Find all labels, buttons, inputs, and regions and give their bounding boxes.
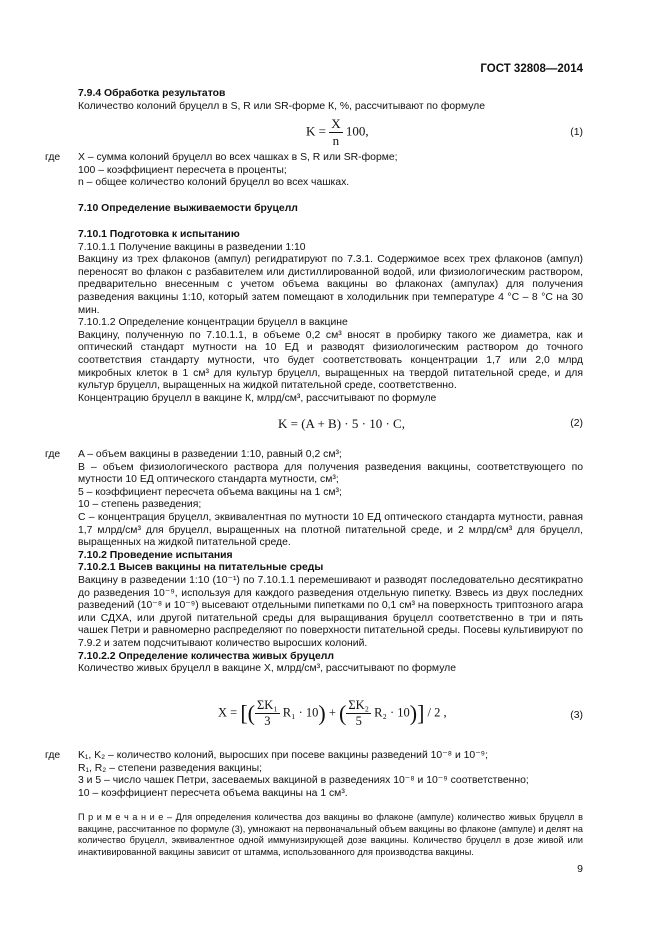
formula-1-rest: 100, — [345, 123, 369, 139]
formula-3-num-2: ΣK₂ — [348, 698, 370, 712]
formula-3-den-2: 5 — [355, 714, 362, 728]
section-710-title: 7.10 Определение выживаемости бруцелл — [78, 203, 298, 214]
definition-item: 5 – коэффициент пересчета объема вакцины на 1 см³; — [78, 486, 342, 498]
formula-1-fraction — [329, 116, 342, 149]
formula-3-den-1: 3 — [264, 714, 271, 728]
formula-3-term-2: R₂ · 10 — [374, 705, 410, 720]
formula-1-number: (1) — [570, 127, 583, 138]
section-71012-title: 7.10.1.2 Определение концентрации бруцелл в вакцине — [78, 317, 348, 329]
definition-item: 3 и 5 – число чашек Петри, засеваемых вакциной в разведениях 10⁻⁸ и 10⁻⁹ соответственно; — [78, 775, 529, 787]
section-794 — [78, 88, 583, 113]
formula-3-fraction-2 — [346, 698, 371, 729]
formula-2-expression: K = (A + B) · 5 · 10 · C — [278, 416, 402, 431]
formula-1-row — [78, 114, 583, 154]
definition-item: 10 – коэффициент пересчета объема вакцины на 1 см³. — [78, 787, 348, 799]
formula-2 — [278, 416, 405, 432]
formula-2-row — [78, 414, 583, 438]
note: П р и м е ч а н и е – Для определения количества доз вакцины во флаконе (ампуле) количество живых бруцелл в вакцине, рассчитанное по формуле (3), умножают на первоначальный объем вакцины во флаконе (ампуле) и делят на количество бруцелл, эквивалентное одной иммунизирующей дозе вакцины. Количество бруцелл в дозе живой или инактивированной вакцины зависит от штамма, использованного для производства вакцины. — [78, 812, 583, 857]
section-71022-title: 7.10.2.2 Определение количества живых бруцелл — [78, 650, 334, 662]
formula-1-lhs: K = — [306, 123, 326, 139]
definition-item: X – сумма колоний бруцелл во всех чашках в S, R или SR-форме; — [78, 152, 398, 163]
formula-1-denominator: n — [332, 133, 340, 148]
section-794-intro: Количество колоний бруцелл в S, R или SR-форме К, %, рассчитывают по формуле — [78, 100, 486, 112]
formula-2-comma: , — [401, 416, 405, 431]
where-label-3: где — [45, 750, 61, 761]
definition-item: R₁, R₂ – степени разведения вакцины; — [78, 762, 262, 774]
section-7101 — [78, 229, 583, 405]
section-71011-title: 7.10.1.1 Получение вакцины в разведении 1:10 — [78, 241, 306, 253]
formula-1-numerator: X — [331, 116, 341, 131]
definition-item: C – концентрация бруцелл, эквивалентная по мутности 10 ЕД оптического стандарта мутности, равная 1,7 млрд/см³ для бруцелл, выращенных на плотной питательной среде, и 2 млрд/см³ для бруцелл, выращенных на жидкой питательной среде. — [78, 511, 583, 549]
page-number: 9 — [577, 863, 583, 875]
definitions-3 — [78, 750, 583, 800]
section-710-title-block — [78, 203, 583, 216]
formula-3-row — [78, 694, 583, 740]
where-label-2: где — [45, 449, 61, 460]
section-71022-intro: Количество живых бруцелл в вакцине X, млрд/см³, рассчитывают по формуле — [78, 663, 457, 675]
concentration-intro: Концентрацию бруцелл в вакцине К, млрд/см³, рассчитывают по формуле — [78, 392, 437, 404]
definitions-1 — [78, 152, 583, 190]
definition-item: K₁, K₂ – количество колоний, выросших при посеве вакцины разведений 10⁻⁸ и 10⁻⁹; — [78, 750, 489, 761]
definition-item: B – объем физиологического раствора для получения разведения вакцины, соответствующего по мутности 10 ЕД оптического стандарта мутности, см³; — [78, 461, 583, 486]
formula-3-lhs: X = — [218, 705, 238, 720]
formula-1 — [306, 116, 369, 149]
formula-3-num-1: ΣK₁ — [256, 698, 278, 712]
definition-item: n – общее количество колоний бруцелл во всех чашках. — [78, 177, 350, 189]
section-794-title: 7.9.4 Обработка результатов — [78, 88, 226, 99]
formula-2-number: (2) — [570, 418, 583, 429]
section-71012-text: Вакцину, полученную по 7.10.1.1, в объеме 0,2 см³ вносят в пробирку такого же диаметра, как и оптический стандарт мутности на 10 ЕД и разводят физиологическим раствором до точного соответствия стандарту мутности, что будет соответствовать концентрации 1,7 или 2,0 млрд микробных клеток в 1 см³ для культур бруцелл, выращенных на твердой питательной среде, и для культур бруцелл, выращенных на жидкой питательной среде, соответственно. — [78, 329, 583, 392]
definition-item: 10 – степень разведения; — [78, 499, 202, 511]
formula-3-number: (3) — [570, 710, 583, 721]
formula-3-term-1: R₁ · 10 — [282, 705, 319, 720]
formula-3-fraction-1 — [255, 698, 280, 729]
section-7101-title: 7.10.1 Подготовка к испытанию — [78, 229, 240, 240]
definition-item: A – объем вакцины в разведении 1:10, равный 0,2 см³; — [78, 449, 342, 460]
definition-item: 100 – коэффициент пересчета в проценты; — [78, 164, 287, 176]
formula-3: X = [( $\frac{\text{ΣK₁}}{3}$ R₁ · 10) + ( $\frac{\text{ΣK₂}}{5}$ R₂ · 10)] / 2 , — [218, 698, 447, 728]
definitions-2 — [78, 449, 583, 676]
section-71021-text: Вакцину в разведении 1:10 (10⁻¹) по 7.10.1.1 перемешивают и разводят последовательно десятикратно до разведения 10⁻⁹, используя для каждого разведения отдельную пипетку. Взвесь из двух последних разведений (10⁻⁸ и 10⁻⁹) высевают отдельными пипетками по 0,1 см³ на поверхность триптозного агара или СДХА, или другой питательной среды для выращивания бруцелл соответственно в три и пять чашек Петри и равномерно распределяют по поверхности питательной среды. Посевы культивируют по 7.9.2 и затем подсчитывают количество выросших колоний. — [78, 574, 583, 649]
standard-designation: ГОСТ 32808—2014 — [480, 63, 583, 75]
where-label-1: где — [45, 152, 61, 163]
section-7102-title: 7.10.2 Проведение испытания — [78, 549, 233, 561]
section-71011-text: Вакцину из трех флаконов (ампул) регидратируют по 7.3.1. Содержимое всех трех флаконов (ампул) переносят во флакон с разбавителем или дистиллированной водой, или физиологическим раствором, предварительно внесенным с учетом объема вакцины во флаконах (ампулах) для получения разведения вакцины 1:10, который затем помещают в холодильник при температуре 4 °С – 8 °С на 30 мин. — [78, 254, 583, 316]
formula-3-tail: / 2 , — [427, 705, 447, 720]
section-71021-title: 7.10.2.1 Высев вакцины на питательные среды — [78, 562, 324, 574]
